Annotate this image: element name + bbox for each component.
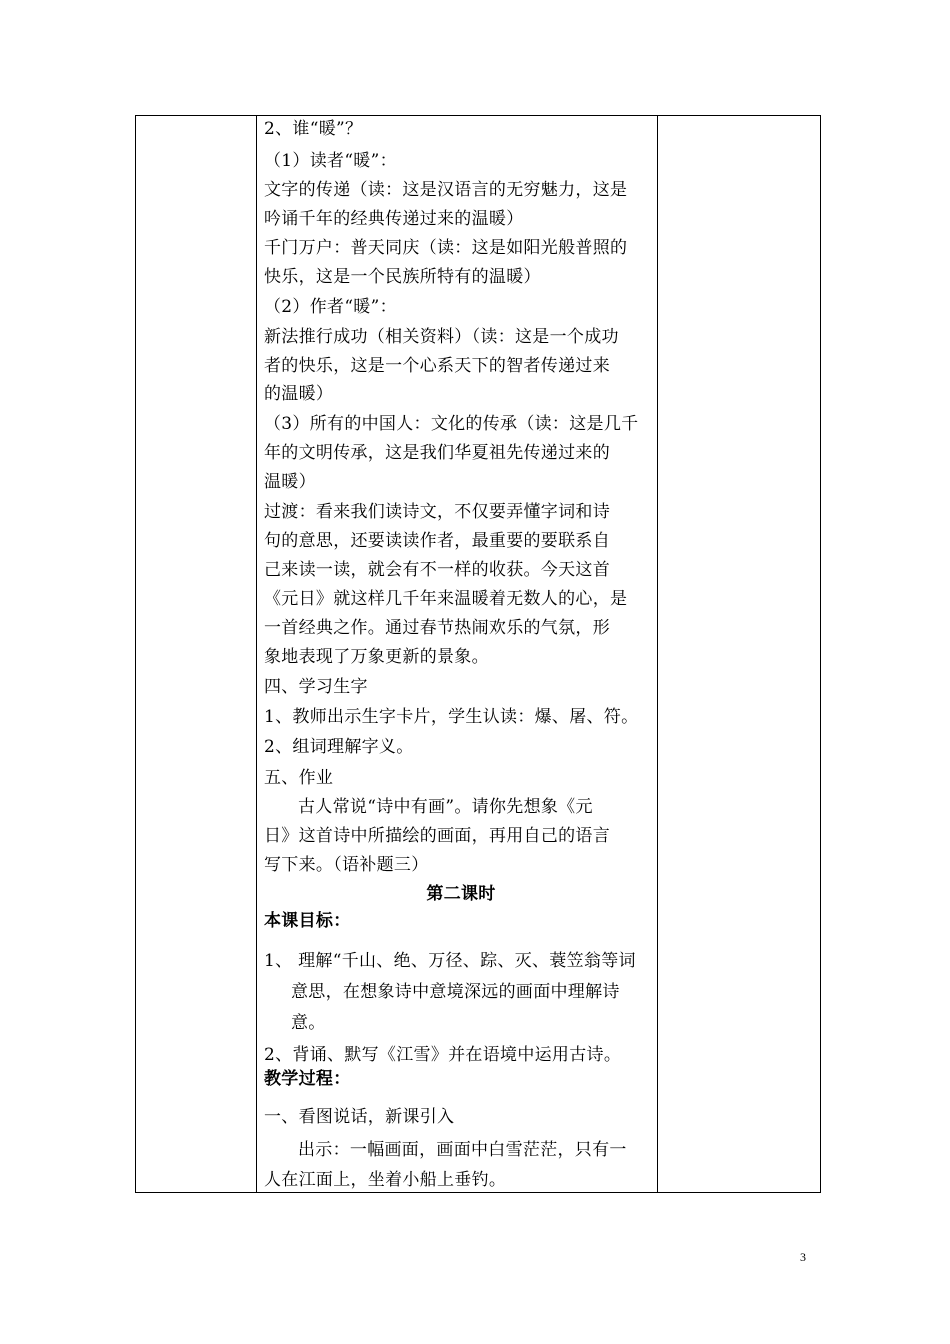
lesson-content-cell bbox=[264, 116, 658, 1192]
text-line: 温暖） bbox=[264, 472, 316, 492]
text-line: 四、学习生字 bbox=[264, 677, 368, 697]
text-line: 者的快乐，这是一个心系天下的智者传递过来 bbox=[264, 356, 610, 376]
column-divider-1 bbox=[256, 116, 257, 1192]
text-line: 意。 bbox=[291, 1013, 326, 1033]
text-line: （3）所有的中国人：文化的传承（读：这是几千 bbox=[264, 414, 639, 434]
text-line: 2、组词理解字义。 bbox=[264, 737, 414, 757]
text-line: 文字的传递（读：这是汉语言的无穷魅力，这是 bbox=[264, 180, 628, 200]
subheading: 教学过程： bbox=[264, 1069, 351, 1089]
subheading: 本课目标： bbox=[264, 911, 351, 931]
text-line: 一、看图说话，新课引入 bbox=[264, 1107, 455, 1127]
page-number: 3 bbox=[800, 1250, 806, 1264]
section-heading: 第二课时 bbox=[426, 884, 496, 904]
text-line: （2）作者“暖”： bbox=[264, 297, 397, 317]
text-line: 五、作业 bbox=[264, 768, 334, 788]
text-line: （1）读者“暖”： bbox=[264, 151, 397, 171]
text-line: 日》这首诗中所描绘的画面，再用自己的语言 bbox=[264, 826, 610, 846]
text-line: 己来读一读，就会有不一样的收获。今天这首 bbox=[264, 560, 610, 580]
text-line: 古人常说“诗中有画”。请你先想象《元 bbox=[298, 797, 593, 817]
text-line: 的温暖） bbox=[264, 384, 334, 404]
text-line: 年的文明传承，这是我们华夏祖先传递过来的 bbox=[264, 443, 610, 463]
text-line: 2、背诵、默写《江雪》并在语境中运用古诗。 bbox=[264, 1045, 622, 1065]
text-line: 句的意思，还要读读作者，最重要的要联系自 bbox=[264, 531, 610, 551]
text-line: 一首经典之作。通过春节热闹欢乐的气氛，形 bbox=[264, 618, 610, 638]
text-line: 1、 理解“千山、绝、万径、踪、灭、蓑笠翁等词 bbox=[264, 951, 636, 971]
text-line: 过渡：看来我们读诗文，不仅要弄懂字词和诗 bbox=[264, 502, 610, 522]
text-line: 快乐，这是一个民族所特有的温暖） bbox=[264, 267, 541, 287]
text-line: 人在江面上，坐着小船上垂钓。 bbox=[264, 1170, 507, 1190]
text-line: 1、教师出示生字卡片，学生认读：爆、屠、符。 bbox=[264, 707, 639, 727]
text-line: 新法推行成功（相关资料）（读：这是一个成功 bbox=[264, 327, 619, 347]
text-line: 千门万户：普天同庆（读：这是如阳光般普照的 bbox=[264, 238, 628, 258]
text-line: 《元日》就这样几千年来温暖着无数人的心，是 bbox=[264, 589, 628, 609]
text-line: 意思，在想象诗中意境深远的画面中理解诗 bbox=[291, 982, 620, 1002]
lesson-plan-table bbox=[135, 115, 821, 1193]
text-line: 2、谁“暖”？ bbox=[264, 119, 363, 139]
text-line: 吟诵千年的经典传递过来的温暖） bbox=[264, 209, 524, 229]
text-line: 出示：一幅画面，画面中白雪茫茫，只有一 bbox=[298, 1140, 627, 1160]
text-line: 象地表现了万象更新的景象。 bbox=[264, 647, 489, 667]
text-line: 写下来。（语补题三） bbox=[264, 855, 429, 875]
